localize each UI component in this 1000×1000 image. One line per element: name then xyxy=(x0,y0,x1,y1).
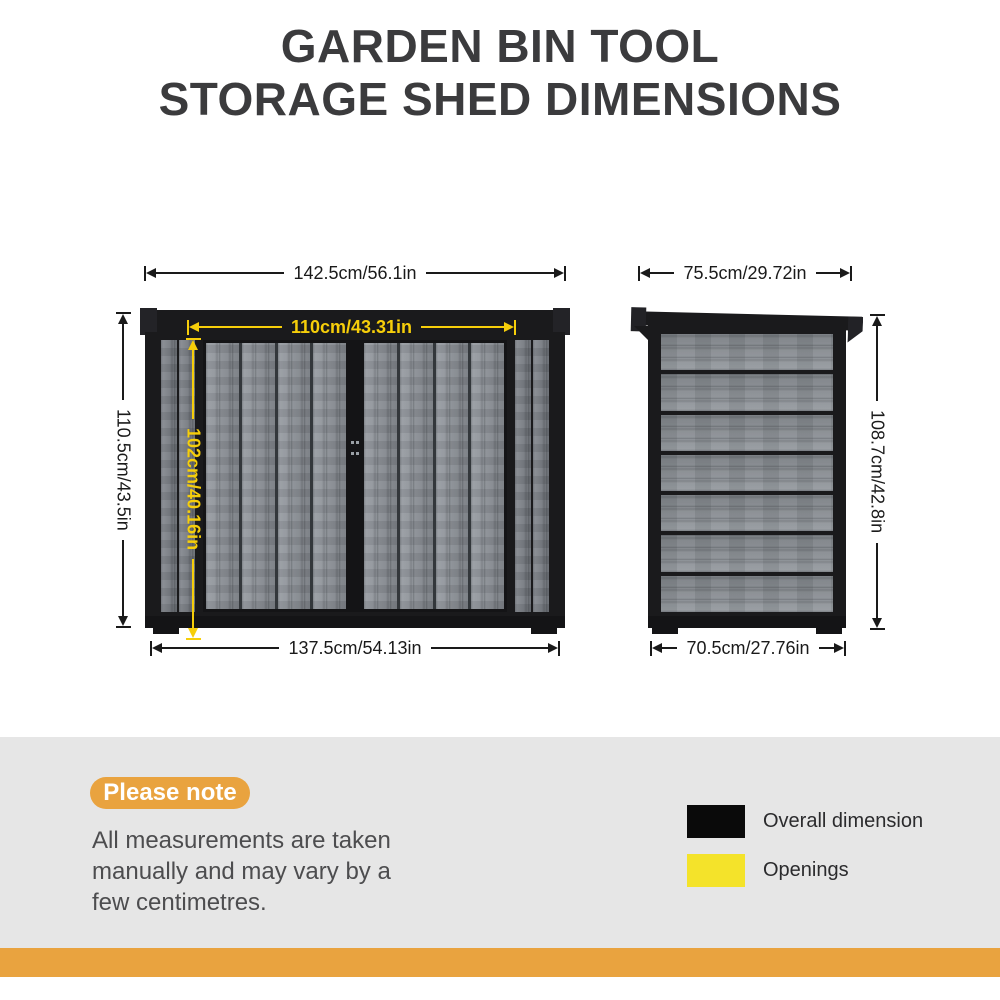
right-door xyxy=(361,340,507,612)
front-opening-width-label: 110cm/43.31in xyxy=(290,317,413,337)
dimension-line xyxy=(876,326,878,401)
bottom-accent-bar xyxy=(0,948,1000,977)
note-text-line: few centimetres. xyxy=(92,889,267,916)
wood-plank xyxy=(661,455,833,491)
front-opening-height-label: 102cm/40.16in xyxy=(183,427,204,551)
wood-plank xyxy=(533,340,549,612)
front-overall-width-dimension xyxy=(144,264,566,282)
note-text xyxy=(92,825,391,918)
arrow-up-icon xyxy=(118,314,128,324)
arrow-down-icon xyxy=(118,616,128,626)
arrow-left-icon xyxy=(640,268,650,278)
wood-plank xyxy=(278,343,311,609)
overall-dimension-swatch xyxy=(687,805,745,838)
front-opening-width-dimension xyxy=(187,318,516,336)
dimension-endbar xyxy=(870,628,885,630)
wood-plank xyxy=(515,340,531,612)
openings-label: Openings xyxy=(763,859,849,881)
wood-plank xyxy=(400,343,433,609)
legend-row-overall xyxy=(687,805,923,838)
side-overall-depth-label: 75.5cm/29.72in xyxy=(683,263,807,283)
wood-plank xyxy=(313,343,346,609)
shed-front-base xyxy=(145,616,565,628)
dimension-line xyxy=(156,272,284,274)
wood-plank xyxy=(471,343,504,609)
front-overall-width-label: 142.5cm/56.1in xyxy=(293,263,417,283)
side-overall-height-label: 108.7cm/42.8in xyxy=(867,410,888,534)
shed-side-body xyxy=(648,325,846,618)
arrow-up-icon xyxy=(188,340,198,350)
arrow-up-icon xyxy=(872,316,882,326)
page-title xyxy=(0,20,1000,126)
wood-plank xyxy=(661,415,833,451)
arrow-right-icon xyxy=(834,643,844,653)
wood-plank xyxy=(661,374,833,410)
arrow-right-icon xyxy=(548,643,558,653)
dimension-endbar xyxy=(850,266,852,281)
dimension-line xyxy=(192,350,194,419)
arrow-down-icon xyxy=(188,628,198,638)
wood-plank xyxy=(161,340,177,612)
arrow-left-icon xyxy=(189,322,199,332)
left-door xyxy=(203,340,349,612)
dimension-line xyxy=(162,647,279,649)
side-overall-depth-dimension xyxy=(638,264,852,282)
side-overall-height-dimension xyxy=(867,314,887,630)
dimension-line xyxy=(819,647,834,649)
dimension-line xyxy=(122,540,124,616)
dimension-line xyxy=(662,647,677,649)
arrow-left-icon xyxy=(652,643,662,653)
dimension-line xyxy=(192,559,194,628)
arrow-down-icon xyxy=(872,618,882,628)
dimension-line xyxy=(122,324,124,400)
arrow-left-icon xyxy=(146,268,156,278)
shed-front-body xyxy=(145,332,565,618)
dimension-line xyxy=(431,647,548,649)
wood-plank xyxy=(661,495,833,531)
shed-side-base xyxy=(648,616,846,628)
dimension-endbar xyxy=(514,320,516,335)
dimension-line xyxy=(876,543,878,618)
legend xyxy=(687,805,923,903)
arrow-right-icon xyxy=(504,322,514,332)
dimension-line xyxy=(199,326,282,328)
note-section xyxy=(0,737,1000,948)
dimension-endbar xyxy=(558,641,560,656)
arrow-right-icon xyxy=(554,268,564,278)
dimension-endbar xyxy=(844,641,846,656)
dimension-endbar xyxy=(564,266,566,281)
overall-dimension-label: Overall dimension xyxy=(763,810,924,832)
side-wood-strip xyxy=(515,340,549,612)
side-base-depth-label: 70.5cm/27.76in xyxy=(686,638,810,658)
please-note-badge xyxy=(90,777,250,809)
dimension-line xyxy=(421,326,504,328)
front-base-width-dimension xyxy=(150,639,560,657)
page-title-line2: STORAGE SHED DIMENSIONS xyxy=(158,73,842,125)
dimension-endbar xyxy=(116,626,131,628)
dimension-line xyxy=(426,272,554,274)
note-text-line: All measurements are taken xyxy=(92,827,391,854)
side-base-depth-dimension xyxy=(650,639,846,657)
openings-swatch xyxy=(687,854,745,887)
front-overall-height-dimension xyxy=(113,312,133,628)
legend-row-openings xyxy=(687,854,923,887)
front-opening-height-dimension xyxy=(183,338,203,640)
dimension-line xyxy=(816,272,840,274)
shed-side-illustration xyxy=(648,312,846,634)
dimension-line xyxy=(650,272,674,274)
please-note-badge-label: Please note xyxy=(103,779,237,806)
note-text-line: manually and may vary by a xyxy=(92,858,391,885)
wood-plank xyxy=(661,576,833,612)
wood-plank xyxy=(436,343,469,609)
wood-plank xyxy=(242,343,275,609)
front-base-width-label: 137.5cm/54.13in xyxy=(288,638,422,658)
door-mullion-hinges xyxy=(349,340,361,612)
wood-plank xyxy=(206,343,239,609)
wood-plank xyxy=(661,334,833,370)
page-title-line1: GARDEN BIN TOOL xyxy=(280,20,720,72)
front-overall-height-label: 110.5cm/43.5in xyxy=(113,409,134,531)
wood-plank xyxy=(661,535,833,571)
arrow-right-icon xyxy=(840,268,850,278)
shed-front-illustration xyxy=(145,310,565,634)
wood-plank xyxy=(364,343,397,609)
arrow-left-icon xyxy=(152,643,162,653)
